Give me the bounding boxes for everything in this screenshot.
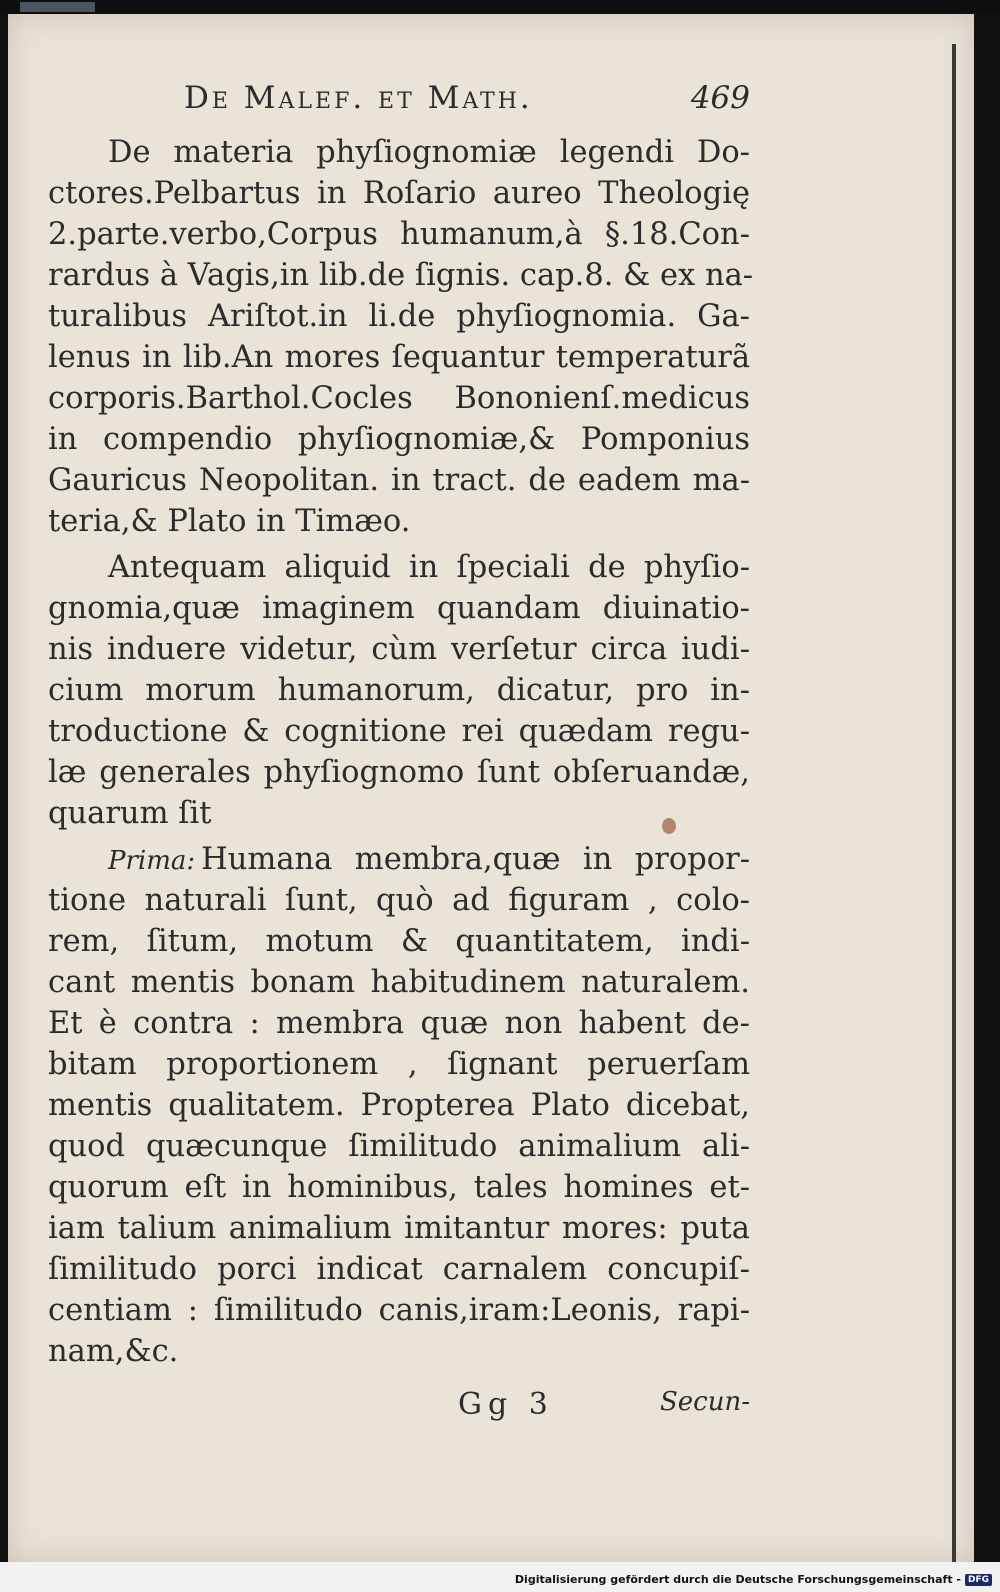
text-line: rardus à Vagis,in lib.de ſignis. cap.8. & ex na-: [48, 258, 754, 293]
page-number: 469: [690, 80, 750, 116]
text-line: teria,& Plato in Timæo.: [48, 504, 411, 539]
text-line: ctores.Pelbartus in Roſario aureo Theologię: [48, 176, 750, 211]
text-line: troductione & cognitione rei quædam regu-: [48, 714, 750, 749]
page-footer: [48, 1387, 750, 1422]
paragraph-1: [48, 132, 754, 542]
credit-line: [515, 1573, 992, 1586]
text-line: tione naturali ſunt, quò ad figuram , colo-: [48, 883, 750, 918]
text-line: rem, ſitum, motum & quantitatem, indi-: [48, 924, 750, 959]
text-block: [48, 80, 754, 1422]
text-line: [48, 839, 750, 880]
text-line: Gauricus Neopolitan. in tract. de eadem ma-: [48, 463, 750, 498]
text-line: mentis qualitatem. Propterea Plato dicebat,: [48, 1088, 750, 1123]
text-line: quarum ſit: [48, 796, 212, 831]
catchword: Secun-: [659, 1387, 750, 1417]
text-line: nam,&c.: [48, 1334, 179, 1369]
dfg-logo-icon: DFG: [965, 1574, 992, 1586]
paragraph-2: [48, 547, 750, 834]
top-border: [0, 0, 1000, 14]
text-line: centiam : ſimilitudo canis,iram:Leonis, rapi-: [48, 1293, 750, 1328]
text-line: cant mentis bonam habitudinem naturalem.: [48, 965, 750, 1000]
text-line: iam talium animalium imitantur mores: puta: [48, 1211, 750, 1246]
text-line: De materia phyſiognomiæ legendi Do-: [108, 135, 750, 170]
page-edge: [952, 44, 956, 1574]
text-line: Antequam aliquid in ſpeciali de phyſio-: [108, 550, 750, 585]
text-line: ſimilitudo porci indicat carnalem concupiſ-: [48, 1252, 750, 1287]
text-line: Et è contra : membra quæ non habent de-: [48, 1006, 750, 1041]
text-line: turalibus Ariſtot.in li.de phyſiognomia. Ga-: [48, 299, 750, 334]
text-line: corporis.Barthol.Cocles Bononienſ.medicus: [48, 381, 750, 416]
signature-mark: Gg 3: [458, 1387, 554, 1422]
text-line: in compendio phyſiognomiæ,& Pomponius: [48, 422, 750, 457]
text-span: Humana membra,quæ in propor-: [201, 842, 750, 877]
text-line: læ generales phyſiognomo ſunt obſeruandæ,: [48, 755, 750, 790]
text-line: 2.parte.verbo,Corpus humanum,à §.18.Con-: [48, 217, 750, 252]
text-line: quorum eſt in hominibus, tales homines et-: [48, 1170, 750, 1205]
rule-label: Prima:: [108, 846, 196, 876]
text-line: nis induere videtur, cùm verſetur circa iudi-: [48, 632, 750, 667]
text-line: gnomia,quæ imaginem quandam diuinatio-: [48, 591, 750, 626]
text-line: bitam proportionem , ſignant peruerſam: [48, 1047, 750, 1082]
credit-bar: [0, 1562, 1000, 1592]
text-line: quod quæcunque ſimilitudo animalium ali-: [48, 1129, 750, 1164]
binding-ribbon: [20, 2, 95, 12]
text-line: cium morum humanorum, dicatur, pro in-: [48, 673, 750, 708]
paragraph-3: [48, 839, 750, 1372]
text-line: lenus in lib.An mores ſequantur temperaturã: [48, 340, 750, 375]
credit-text: Digitalisierung gefördert durch die Deutsche Forschungsgemeinschaft -: [514, 1573, 961, 1586]
running-head: [48, 80, 750, 132]
running-title: De Malef. et Math.: [184, 80, 533, 116]
